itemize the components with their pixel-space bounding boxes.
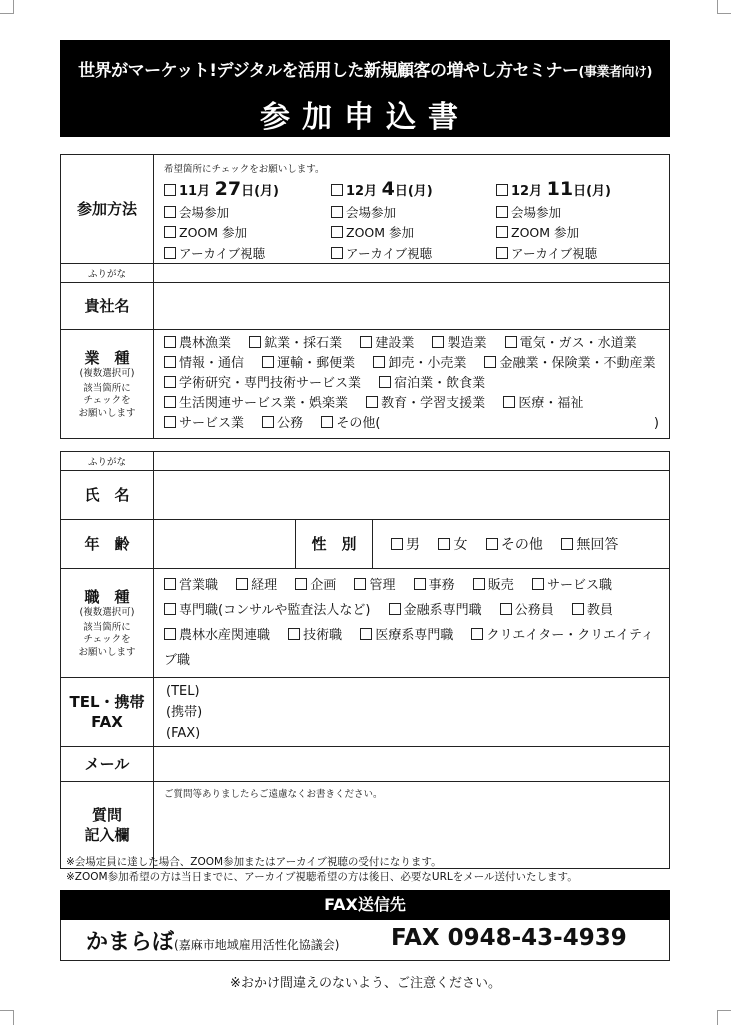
method-column-2 [331, 179, 433, 264]
industry-row [164, 354, 659, 374]
footer-note: ※おかけ間違えのないよう、ご注意ください。 [230, 976, 501, 991]
option-archive-2[interactable]: アーカイブ視聴 [331, 244, 433, 265]
company-furigana-label: ふりがな [61, 264, 154, 283]
age-label: 年 齢 [61, 520, 154, 569]
company-name-field[interactable] [154, 283, 670, 330]
name-label: 氏 名 [61, 471, 154, 520]
method-label: 参加方法 [61, 155, 154, 264]
crop-mark [0, 0, 14, 14]
industry-option[interactable]: 金融業・保険業・不動産業 [484, 356, 655, 371]
job-option[interactable]: サービス職 [532, 578, 612, 593]
date-2[interactable]: 12月 4日(月) [331, 179, 433, 203]
job-option[interactable]: 専門職(コンサルや監査法人など) [164, 603, 371, 618]
question-note: ご質問等ありましたらご遠慮なくお書きください。 [164, 789, 383, 800]
fax-field[interactable]: (FAX) [166, 725, 201, 741]
crop-mark [0, 1010, 14, 1025]
tel-field[interactable]: (TEL) [166, 683, 200, 699]
job-option[interactable]: 経理 [236, 578, 277, 593]
gender-option[interactable]: 無回答 [561, 537, 618, 553]
industry-option[interactable]: 卸売・小売業 [373, 356, 466, 371]
crop-mark [717, 0, 731, 14]
industry-option[interactable]: 生活関連サービス業・娯楽業 [164, 396, 348, 411]
option-zoom-1[interactable]: ZOOM 参加 [164, 223, 279, 244]
industry-label: 業 種 (複数選択可) 該当箇所に チェックを お願いします [61, 330, 154, 439]
fax-destination-bar: FAX送信先 [60, 890, 670, 920]
job-option[interactable]: 公務員 [500, 603, 554, 618]
page-title: 参加申込書 [260, 100, 470, 135]
gender-option[interactable]: 女 [438, 537, 467, 553]
method-column-1 [164, 179, 279, 264]
question-label: 質問 記入欄 [61, 782, 154, 869]
person-furigana-field[interactable] [154, 452, 670, 471]
form-header [60, 40, 670, 137]
company-name-label: 貴社名 [61, 283, 154, 330]
industry-row [164, 334, 659, 354]
job-options [154, 569, 670, 678]
person-section [60, 451, 670, 869]
option-archive-1[interactable]: アーカイブ視聴 [164, 244, 279, 265]
method-note: 希望箇所にチェックをお願いします。 [164, 164, 325, 175]
close-paren: ) [653, 416, 659, 431]
job-option[interactable]: 事務 [414, 578, 455, 593]
mobile-field[interactable]: (携帯) [166, 704, 203, 720]
gender-option[interactable]: 男 [391, 537, 420, 553]
gender-option[interactable]: その他 [486, 537, 543, 553]
note-line: ※ZOOM参加希望の方は当日までに、アーカイブ視聴希望の方は後日、必要なURLをメール送付いたします。 [66, 871, 578, 883]
gender-options [373, 520, 670, 569]
industry-option-other[interactable]: その他( [321, 416, 380, 431]
name-field[interactable] [154, 471, 670, 520]
organizer-name: かまらぼ(嘉麻市地域雇用活性化協議会) [86, 930, 340, 955]
option-zoom-2[interactable]: ZOOM 参加 [331, 223, 433, 244]
fax-number: FAX 0948-43-4939 [391, 925, 627, 951]
method-options [154, 155, 669, 263]
industry-row [164, 394, 659, 414]
company-section [60, 154, 670, 439]
crop-mark [717, 1010, 731, 1025]
industry-option[interactable]: サービス業 [164, 416, 244, 431]
industry-option[interactable]: 公務 [262, 416, 303, 431]
industry-option[interactable]: 電気・ガス・水道業 [505, 336, 637, 351]
option-archive-3[interactable]: アーカイブ視聴 [496, 244, 611, 265]
job-option[interactable]: 管理 [354, 578, 395, 593]
job-label: 職 種 (複数選択可) 該当箇所に チェックを お願いします [61, 569, 154, 678]
notes [66, 855, 578, 885]
industry-option[interactable]: 建設業 [360, 336, 414, 351]
option-venue-1[interactable]: 会場参加 [164, 203, 279, 224]
job-option[interactable]: 農林水産関連職 [164, 628, 270, 643]
job-option[interactable]: 営業職 [164, 578, 218, 593]
date-1[interactable]: 11月 27日(月) [164, 179, 279, 203]
job-option[interactable]: 技術職 [288, 628, 342, 643]
company-furigana-field[interactable] [154, 264, 670, 283]
option-zoom-3[interactable]: ZOOM 参加 [496, 223, 611, 244]
note-line: ※会場定員に達した場合、ZOOM参加またはアーカイブ視聴の受付になります。 [66, 856, 442, 868]
date-3[interactable]: 12月 11日(月) [496, 179, 611, 203]
industry-option[interactable]: 医療・福祉 [503, 396, 583, 411]
industry-option[interactable]: 鉱業・採石業 [249, 336, 342, 351]
method-column-3 [496, 179, 611, 264]
job-row [164, 598, 659, 623]
job-option[interactable]: 販売 [473, 578, 514, 593]
industry-option[interactable]: 学術研究・専門技術サービス業 [164, 376, 361, 391]
job-option[interactable]: 教員 [572, 603, 613, 618]
job-row [164, 573, 659, 598]
mail-field[interactable] [154, 747, 670, 782]
industry-row [164, 374, 659, 394]
contact-label: TEL・携帯 FAX [61, 678, 154, 747]
job-option[interactable]: 金融系専門職 [389, 603, 482, 618]
gender-label: 性 別 [296, 520, 373, 569]
option-venue-2[interactable]: 会場参加 [331, 203, 433, 224]
mail-label: メール [61, 747, 154, 782]
job-option[interactable]: クリエイター・クリエイティブ職 [164, 628, 654, 668]
job-option[interactable]: 企画 [295, 578, 336, 593]
industry-option[interactable]: 宿泊業・飲食業 [379, 376, 485, 391]
option-venue-3[interactable]: 会場参加 [496, 203, 611, 224]
age-field[interactable] [154, 520, 296, 569]
fax-destination [60, 920, 670, 961]
industry-option[interactable]: 教育・学習支援業 [366, 396, 485, 411]
industry-options [154, 330, 670, 439]
seminar-title: 世界がマーケット!デジタルを活用した新規顧客の増やし方セミナー(事業者向け) [78, 61, 652, 81]
industry-option[interactable]: 運輸・郵便業 [262, 356, 355, 371]
industry-row [164, 414, 659, 434]
industry-option[interactable]: 情報・通信 [164, 356, 244, 371]
contact-fields [154, 678, 670, 747]
job-row [164, 623, 659, 673]
job-option[interactable]: 医療系専門職 [360, 628, 453, 643]
industry-option[interactable]: 製造業 [432, 336, 486, 351]
industry-option[interactable]: 農林漁業 [164, 336, 231, 351]
person-furigana-label: ふりがな [61, 452, 154, 471]
